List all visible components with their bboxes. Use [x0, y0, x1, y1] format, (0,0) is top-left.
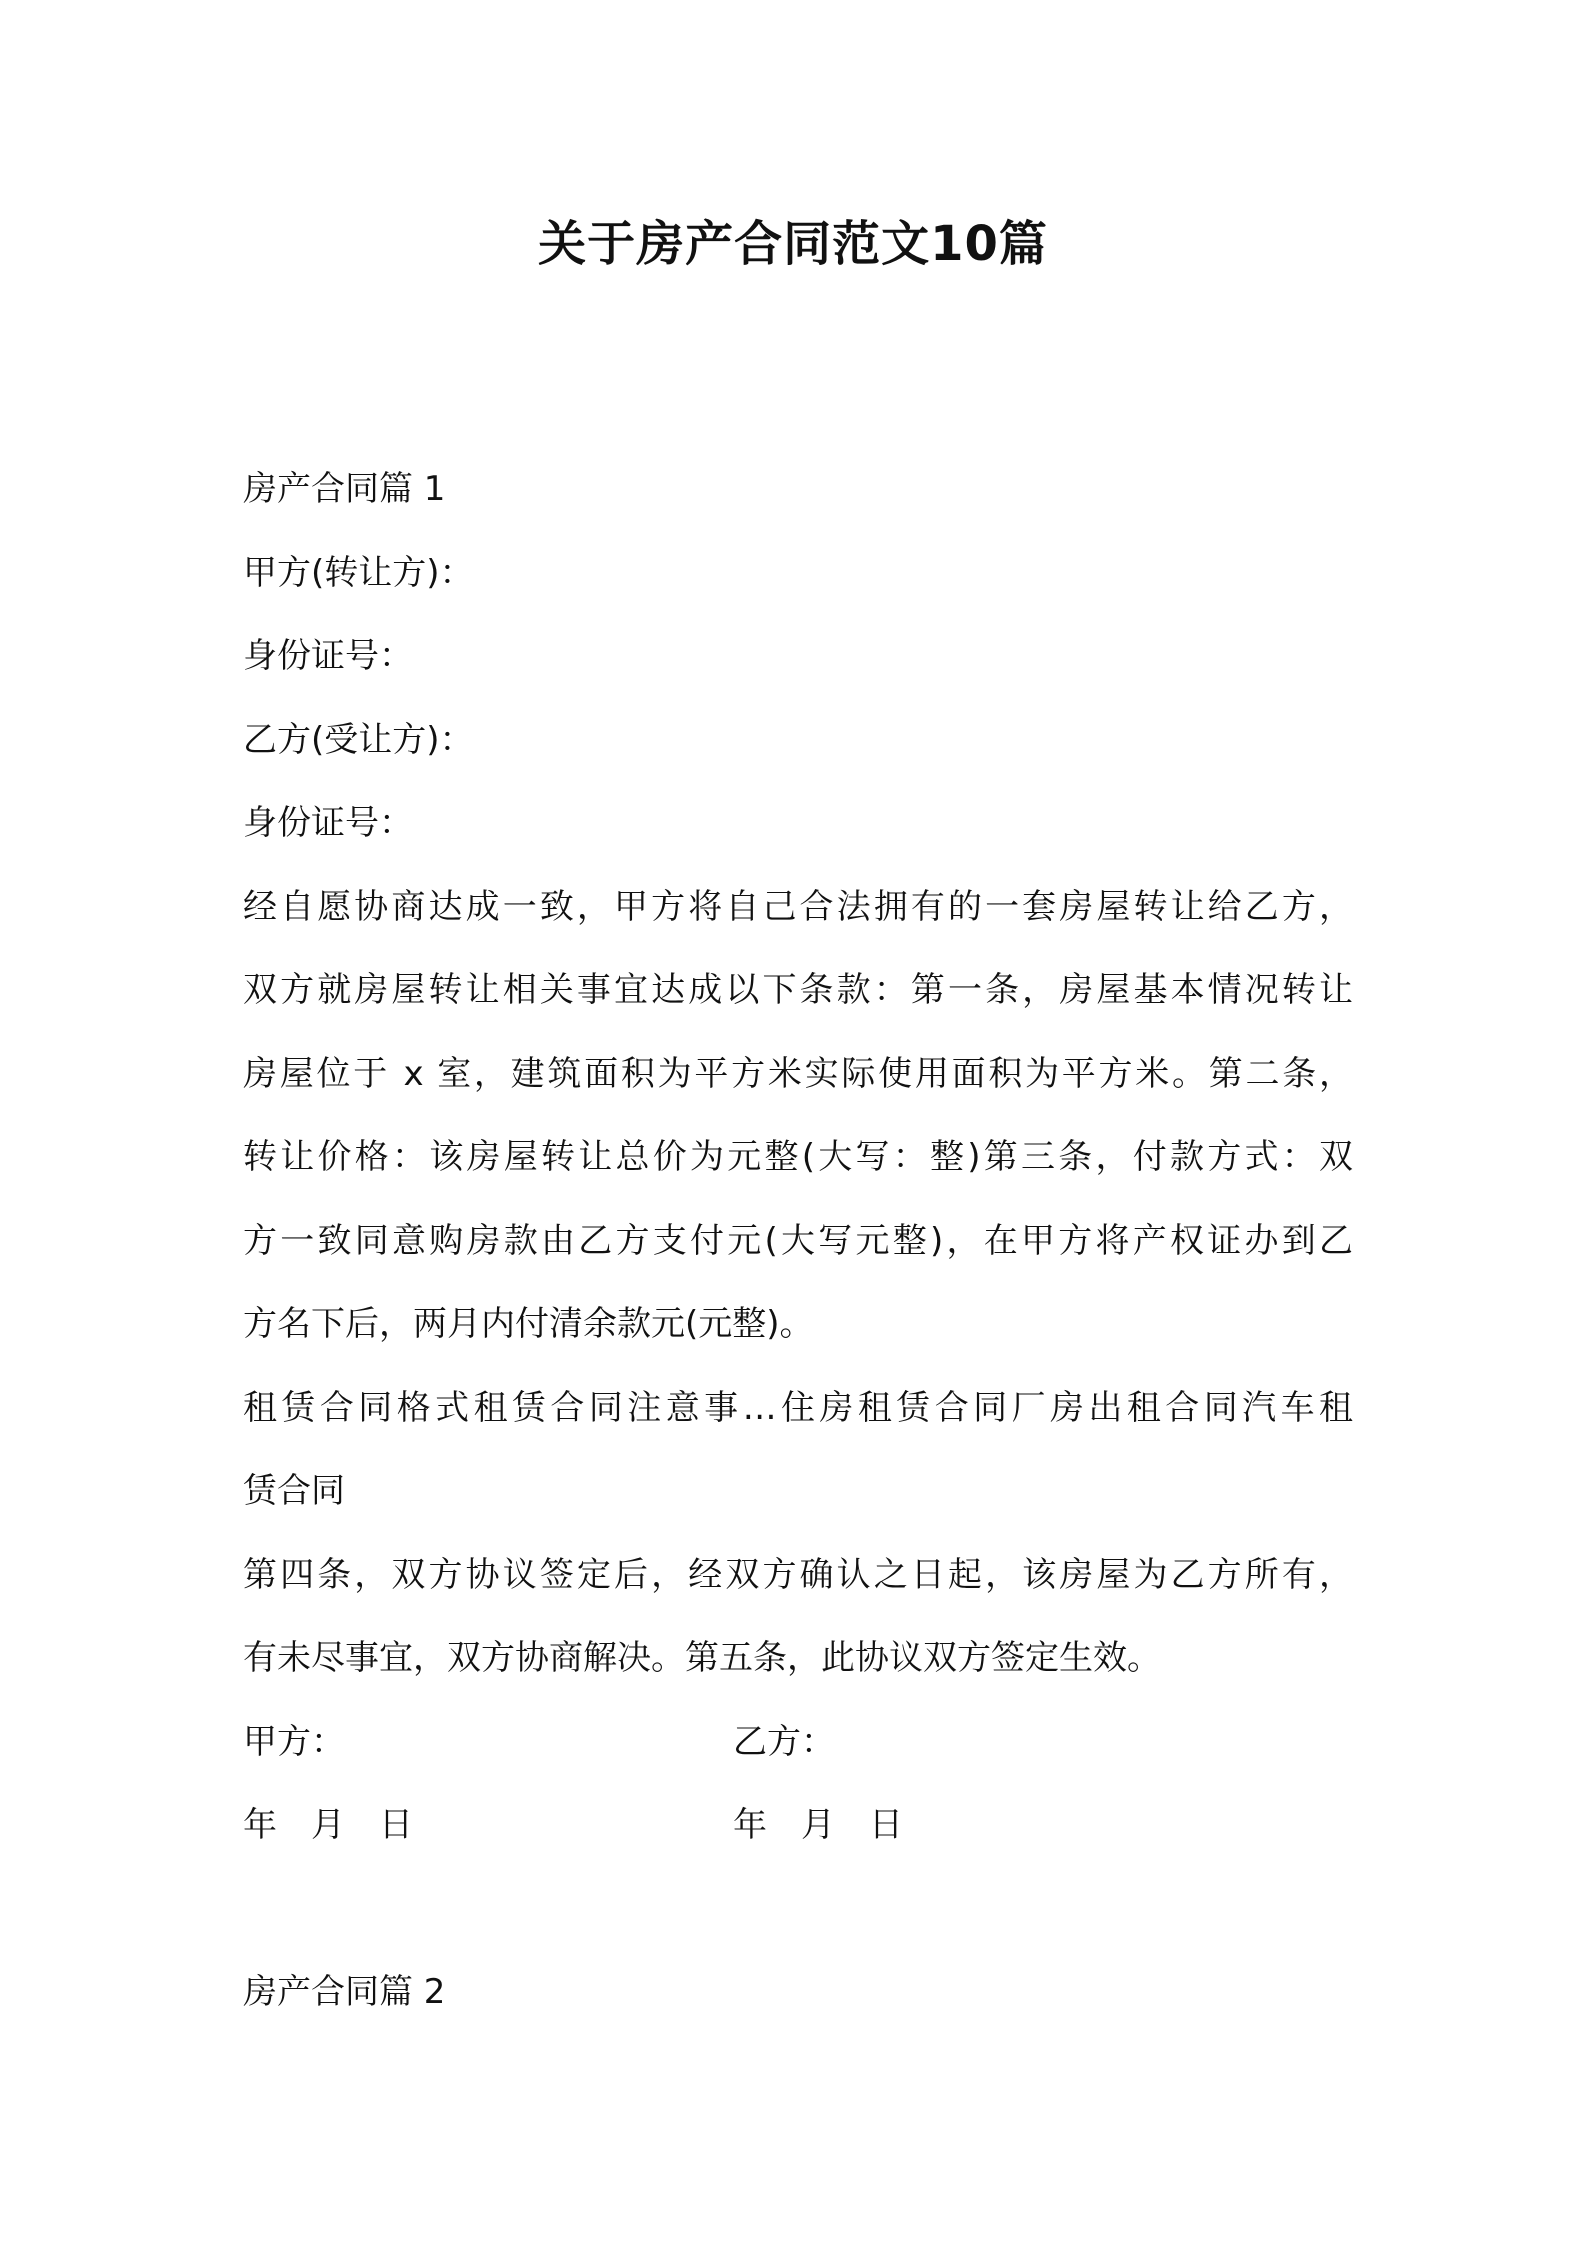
paragraph-line: 方一致同意购房款由乙方支付元(大写元整)，在甲方将产权证办到乙	[243, 1220, 1353, 1261]
paragraph-line: 方名下后，两月内付清余款元(元整)。	[243, 1304, 814, 1344]
id-number-field-b: 身份证号：	[243, 803, 413, 843]
document-body	[243, 448, 1353, 2035]
document-title: 关于房产合同范文10篇	[538, 216, 1048, 272]
paragraph-line: 房屋位于 x 室，建筑面积为平方米实际使用面积为平方米。第二条，	[243, 1053, 1353, 1094]
party-a-field: 甲方(转让方)：	[243, 552, 474, 593]
paragraph-line: 经自愿协商达成一致，甲方将自己合法拥有的一套房屋转让给乙方，	[243, 886, 1353, 927]
signature-row	[243, 1701, 1353, 1785]
paragraph-line: 有未尽事宜，双方协商解决。第五条，此协议双方签定生效。	[243, 1638, 1161, 1678]
party-a-signature: 甲方：	[243, 1721, 345, 1762]
paragraph-line: 双方就房屋转让相关事宜达成以下条款：第一条，房屋基本情况转让	[243, 970, 1353, 1010]
paragraph-line: 第四条，双方协议签定后，经双方确认之日起，该房屋为乙方所有，	[243, 1554, 1353, 1595]
paragraph-line: 赁合同	[243, 1471, 345, 1511]
paragraph-line: 转让价格：该房屋转让总价为元整(大写：整)第三条，付款方式：双	[243, 1137, 1353, 1177]
paragraph-line: 租赁合同格式租赁合同注意事…住房租赁合同厂房出租合同汽车租	[243, 1387, 1353, 1428]
party-b-field: 乙方(受让方)：	[243, 719, 474, 760]
party-b-date: 年 月 日	[733, 1805, 903, 1845]
section-heading: 房产合同篇 1	[243, 469, 446, 509]
party-b-signature: 乙方：	[733, 1721, 835, 1762]
date-row	[243, 1784, 1353, 1868]
section-spacer	[243, 1868, 1353, 1952]
id-number-field-a: 身份证号：	[243, 636, 413, 676]
party-a-date: 年 月 日	[243, 1805, 413, 1845]
section-heading: 房产合同篇 2	[243, 1972, 446, 2012]
